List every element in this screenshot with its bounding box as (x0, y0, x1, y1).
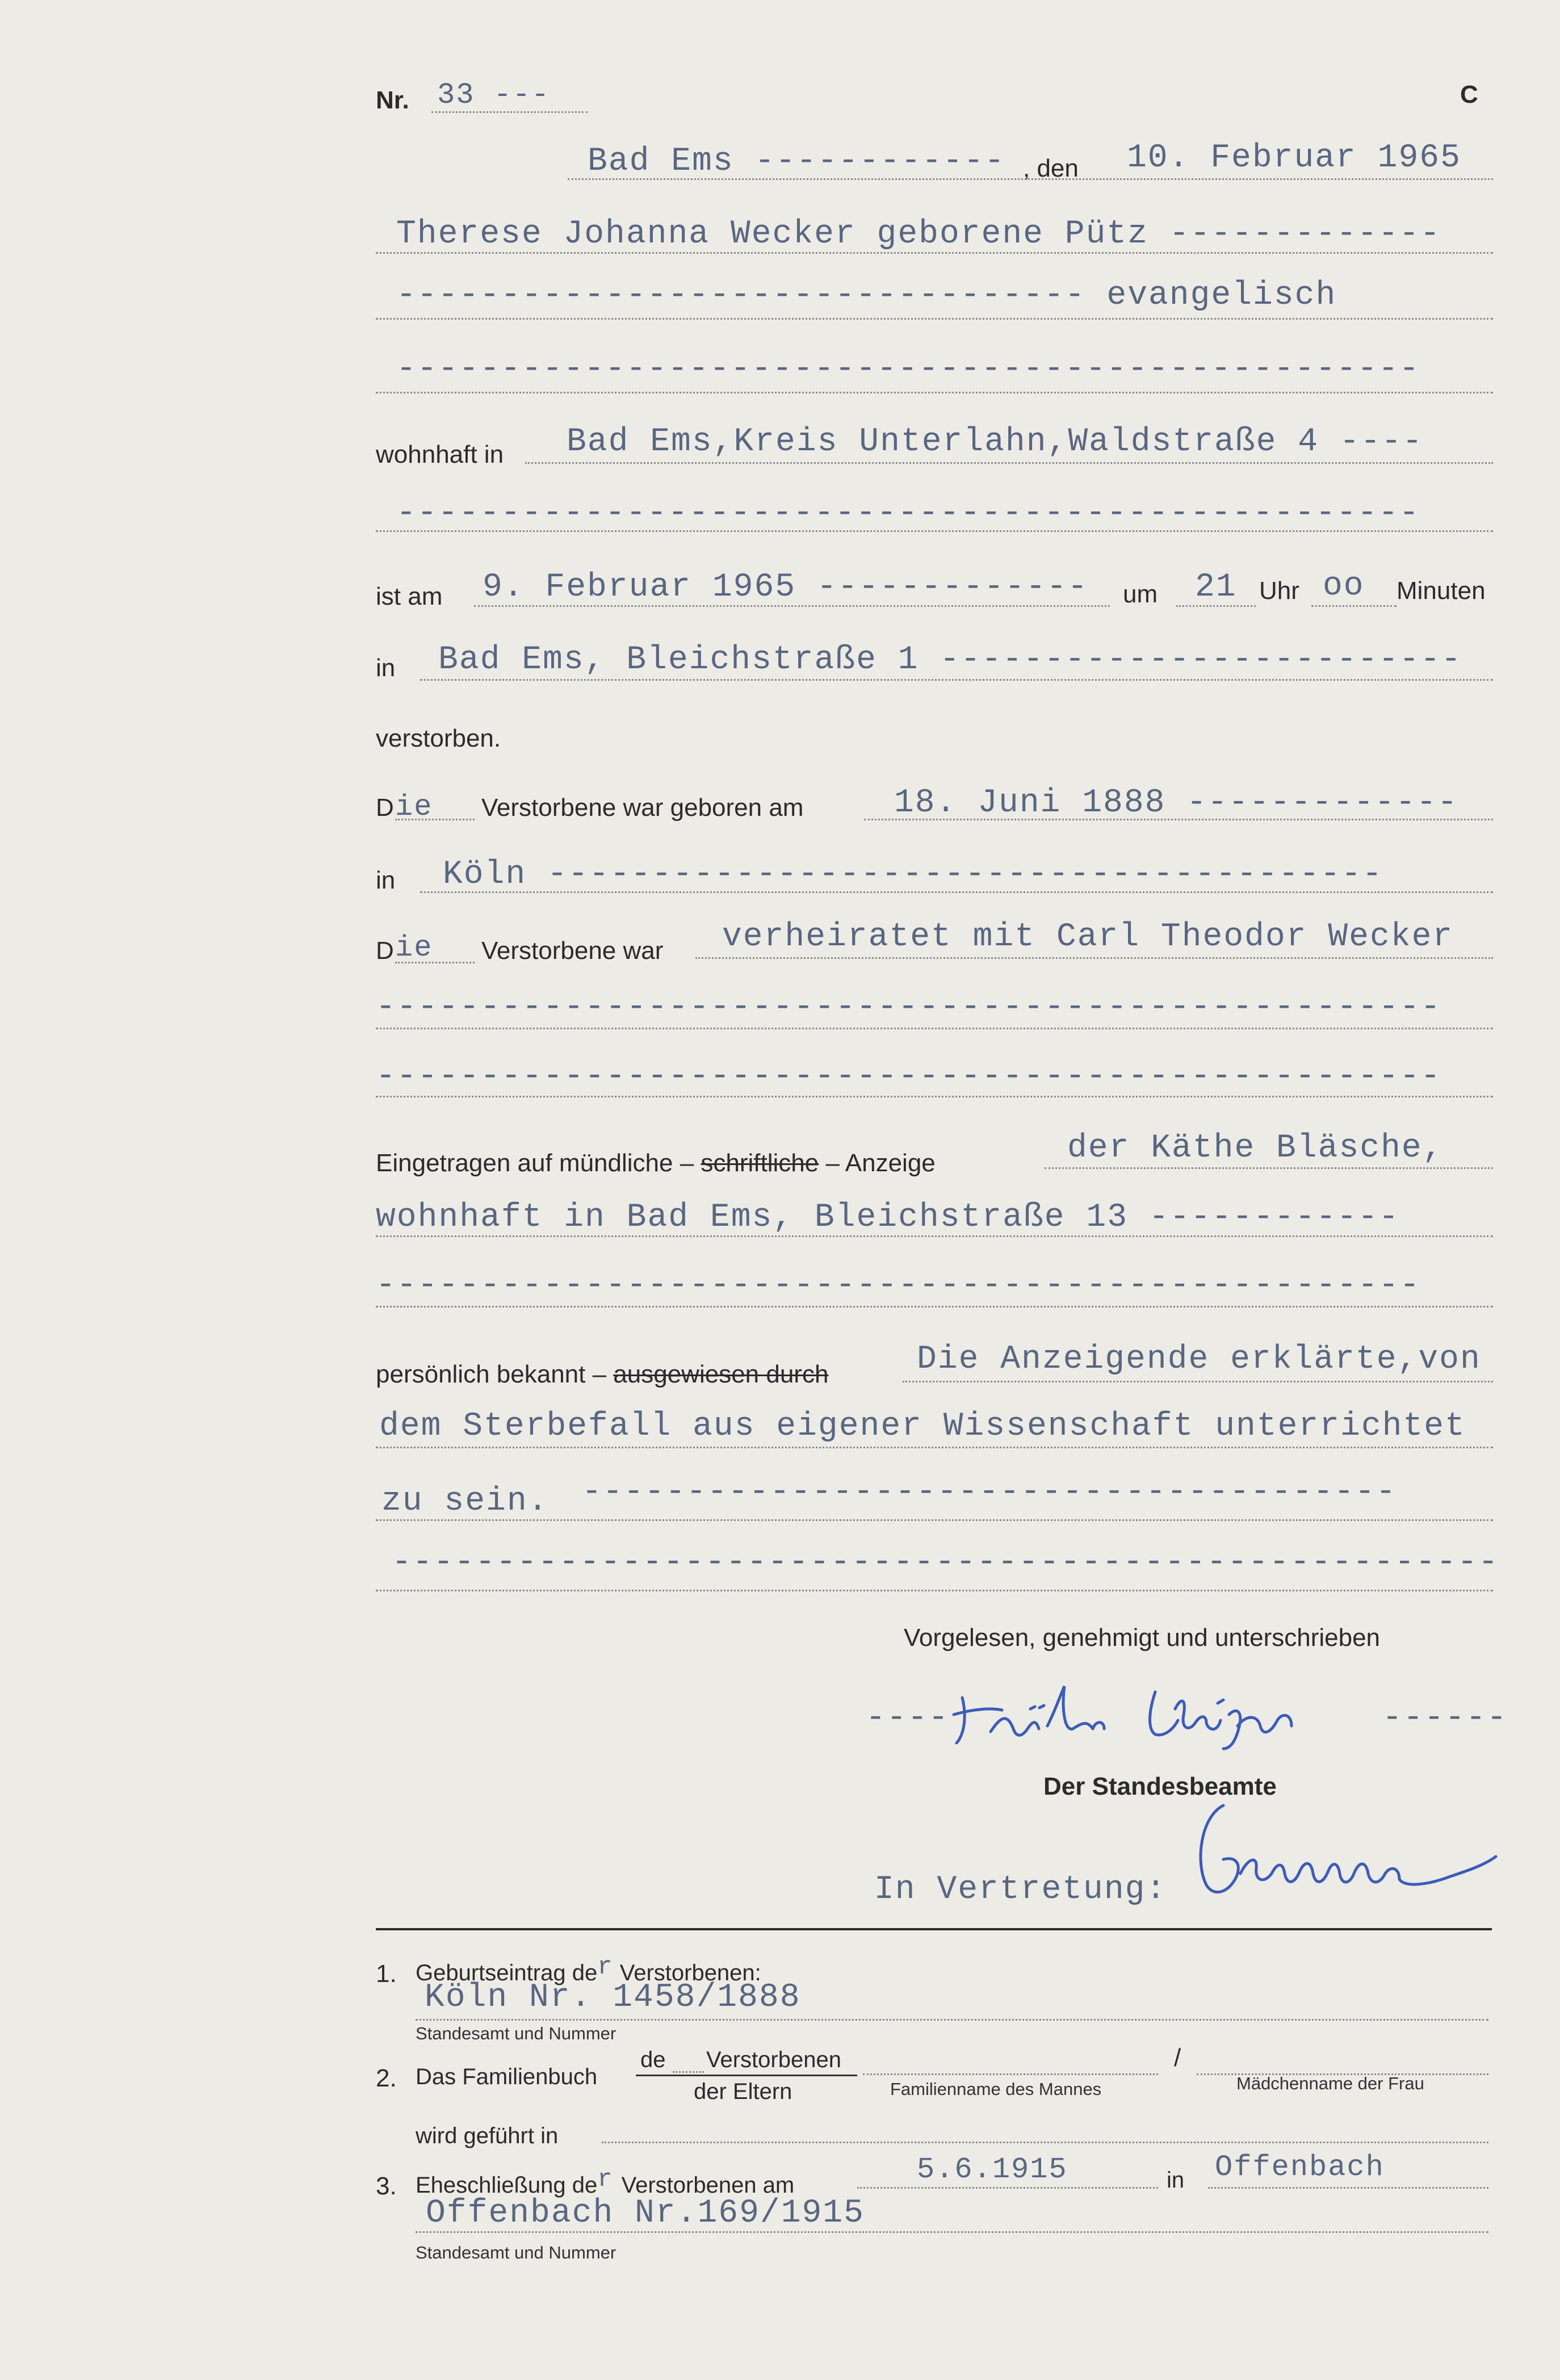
marital-status: verheiratet mit Carl Theodor Wecker (722, 919, 1454, 956)
identity-statement: Die Anzeigende erklärte,von (917, 1341, 1481, 1378)
item3-caption: Standesamt und Nummer (416, 2243, 617, 2262)
item2-de: de (640, 2047, 666, 2072)
rule (1176, 605, 1256, 607)
item2-kept-in: wird geführt in (416, 2123, 559, 2148)
rule (376, 1028, 1493, 1029)
in-label: in (376, 866, 396, 894)
rule (1045, 1167, 1493, 1169)
rule (863, 2073, 1158, 2075)
registrar-title: Der Standesbeamte (1043, 1773, 1277, 1800)
birth-place: Köln ---------------------------------------- (443, 856, 1383, 893)
residence-cont: ------------------------------------------------- (396, 495, 1420, 532)
signature-dash-right: ------ (1382, 1700, 1508, 1737)
marriage-date: 5.6.1915 (917, 2153, 1068, 2186)
rule (395, 819, 475, 820)
item1-value: Köln Nr. 1458/1888 (425, 1979, 801, 2016)
nr-line (431, 111, 588, 113)
rule (1208, 2187, 1488, 2189)
rule (376, 1519, 1493, 1521)
identity-label (376, 1360, 828, 1389)
name-filler-line: ------------------------------------------------- (396, 351, 1420, 388)
form-letter: C (1460, 81, 1478, 108)
in-label: in (376, 654, 396, 682)
item2-caption-husband: Familienname des Mannes (890, 2079, 1102, 2099)
item3-label-a: Eheschließung de (416, 2173, 598, 2198)
item1-number: 1. (376, 1960, 397, 1988)
rule (416, 2231, 1488, 2233)
identity-filler: ----------------------------------------------------- (392, 1544, 1499, 1581)
marriage-register-entry: Offenbach Nr.169/1915 (426, 2195, 865, 2232)
uhr-label: Uhr (1259, 577, 1299, 605)
rule (903, 1381, 1493, 1382)
item1-caption: Standesamt und Nummer (416, 2023, 617, 2043)
item2-label: Das Familienbuch (416, 2064, 598, 2089)
rule (376, 1306, 1493, 1308)
religion-line: --------------------------------- evangelisch (396, 277, 1337, 314)
residence-label: wohnhaft in (376, 441, 504, 468)
rule (376, 530, 1493, 532)
rule (420, 891, 1493, 893)
nr-label: Nr. (376, 86, 409, 114)
informant: der Käthe Bläsche, (1067, 1130, 1444, 1167)
rule (376, 252, 1493, 254)
death-hour: 21 (1195, 569, 1237, 606)
registrar-signature (1184, 1794, 1502, 1908)
rule (673, 2071, 704, 2073)
um-label: um (1123, 580, 1158, 608)
registration-label-a: Eingetragen auf mündliche – (376, 1149, 694, 1177)
informant-signature (951, 1675, 1348, 1754)
rule (376, 1590, 1493, 1591)
marital-filler: --------------------------------------------------- (376, 1058, 1442, 1095)
registration-label (376, 1149, 936, 1178)
marital-filler: --------------------------------------------------- (376, 989, 1442, 1026)
item3-sup: r (597, 2165, 614, 2194)
informant-address: wohnhaft in Bad Ems, Bleichstraße 13 ------------ (376, 1199, 1400, 1236)
die-prefix: D (376, 794, 394, 822)
identity-statement-3: zu sein. (381, 1483, 549, 1520)
deputy-label: In Vertretung: (874, 1871, 1167, 1908)
rule (376, 1447, 1493, 1448)
minuten-label: Minuten (1397, 577, 1486, 605)
record-date: 10. Februar 1965 (1127, 140, 1461, 177)
registration-label-b: – Anzeige (825, 1149, 936, 1177)
ist-am-label: ist am (376, 583, 443, 610)
registration-filler: -------------------------------------------------- (376, 1267, 1421, 1304)
death-date: 9. Februar 1965 ------------- (483, 569, 1089, 606)
verstorben-label: verstorben. (376, 724, 501, 752)
item2-slash: / (1174, 2044, 1181, 2072)
place-of-record: Bad Ems ------------ (588, 143, 1006, 180)
item3-label-b: Verstorbenen am (621, 2173, 795, 2198)
marriage-place: Offenbach (1215, 2151, 1385, 2184)
item1-sup: r (597, 1953, 614, 1981)
rule (525, 462, 1493, 464)
identity-label-a: persönlich bekannt – (376, 1360, 607, 1388)
fraction-bar (636, 2075, 857, 2076)
rule (376, 1096, 1493, 1097)
item3-number: 3. (376, 2172, 397, 2200)
birth-date: 18. Juni 1888 ------------- (894, 785, 1458, 822)
rule (602, 2142, 1488, 2143)
registration-label-struck: schriftliche (701, 1149, 819, 1177)
nr-value: 33 --- (437, 78, 551, 112)
item2-verstorbenen: Verstorbenen (706, 2047, 841, 2072)
die-suffix: ie (395, 790, 433, 824)
signature-dash-left: ---- (866, 1700, 950, 1737)
rule (376, 318, 1493, 320)
rule (376, 1235, 1493, 1237)
item1-label-a: Geburtseintrag de (416, 1960, 598, 1985)
identity-filler: --------------------------------------- (582, 1474, 1397, 1511)
deceased-name-line: Therese Johanna Wecker geborene Pütz ------------- (396, 216, 1441, 253)
death-minutes: oo (1323, 568, 1365, 605)
rule (395, 962, 475, 963)
item2-caption-wife: Mädchenname der Frau (1236, 2073, 1424, 2093)
rule (864, 819, 1493, 820)
item1-label-b: Verstorbenen: (613, 1960, 761, 1985)
rule (474, 605, 1110, 607)
die-prefix: D (376, 937, 394, 965)
born-label: Verstorbene war geboren am (481, 794, 804, 822)
read-approved: Vorgelesen, genehmigt und unterschrieben (904, 1624, 1381, 1652)
rule (420, 679, 1493, 681)
rule (857, 2187, 1158, 2189)
place-date-line (568, 178, 1493, 180)
den-label: , den (1023, 154, 1079, 182)
rule (695, 957, 1493, 959)
rule (1311, 605, 1397, 607)
item2-eltern: der Eltern (694, 2079, 792, 2104)
residence-value: Bad Ems,Kreis Unterlahn,Waldstraße 4 ---- (567, 424, 1424, 460)
die-suffix: ie (395, 931, 433, 965)
marital-label: Verstorbene war (481, 937, 664, 965)
item2-number: 2. (376, 2064, 397, 2092)
footer-divider (376, 1928, 1492, 1930)
identity-statement-2: dem Sterbefall aus eigener Wissenschaft unterrichtet (379, 1408, 1466, 1445)
death-place: Bad Ems, Bleichstraße 1 ------------------------- (438, 642, 1462, 678)
rule (376, 392, 1493, 393)
item3-in: in (1167, 2168, 1185, 2193)
rule (416, 2019, 1488, 2021)
identity-label-struck: ausgewiesen durch (613, 1360, 829, 1388)
